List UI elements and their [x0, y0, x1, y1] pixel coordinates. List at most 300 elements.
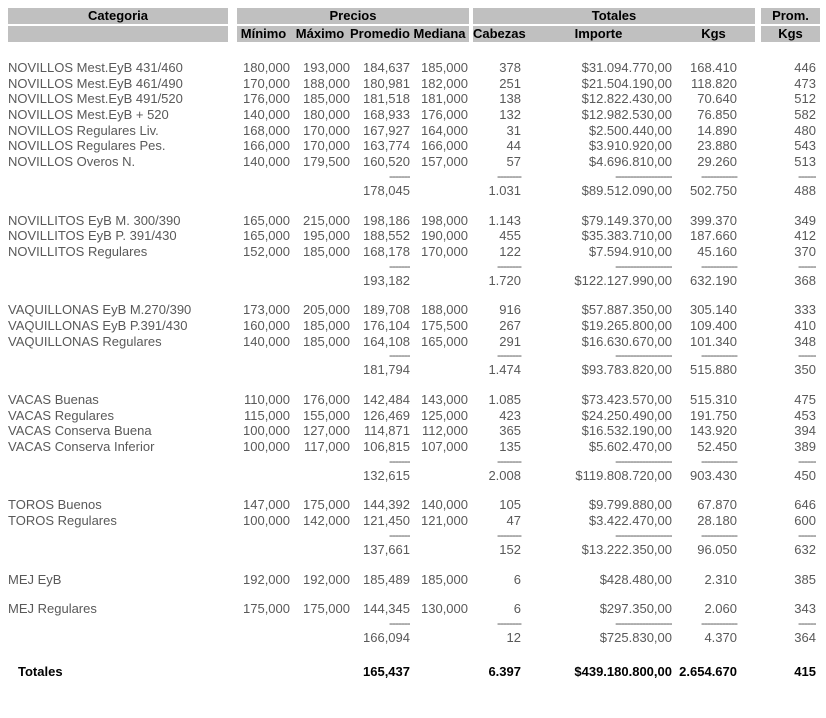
category-cell	[0, 362, 232, 378]
avg-kg-cell: 394	[794, 423, 816, 439]
amount-cell: $12.822.430,00	[581, 91, 672, 107]
table-row	[0, 318, 826, 334]
avg-kg-cell: 349	[794, 212, 816, 228]
kgs-cell: 52.450	[697, 439, 737, 455]
max-price-cell	[290, 170, 350, 183]
subtotal-row	[0, 542, 826, 558]
header-gap	[228, 26, 237, 42]
max-price-cell	[290, 630, 350, 646]
category-section	[0, 302, 826, 378]
separator-row	[0, 170, 826, 183]
median-price-cell: 164,000	[421, 122, 468, 138]
min-price-cell: 170,000	[243, 75, 290, 91]
avg-kg-cell: ------	[798, 259, 816, 273]
category-cell	[0, 273, 232, 289]
avg-kg-cell: 582	[794, 107, 816, 123]
avg-price-cell: 168,933	[363, 107, 410, 123]
avg-price-cell: 180,981	[363, 75, 410, 91]
category-section	[0, 497, 826, 557]
totals-row	[0, 664, 826, 680]
avg-kg-cell: 513	[794, 154, 816, 170]
avg-price-cell: 106,815	[363, 439, 410, 455]
category-section	[0, 60, 826, 199]
avg-kg-cell: 412	[794, 228, 816, 244]
median-price-cell: 157,000	[421, 154, 468, 170]
median-price-cell: 188,000	[421, 302, 468, 318]
category-cell	[0, 260, 232, 273]
max-price-cell: 185,000	[303, 243, 350, 259]
subtotal-row	[0, 183, 826, 199]
table-row	[0, 244, 826, 260]
amount-cell: $16.630.670,00	[581, 333, 672, 349]
min-price-cell: 165,000	[243, 212, 290, 228]
max-price-cell: 180,000	[303, 107, 350, 123]
median-price-cell: 125,000	[421, 407, 468, 423]
amount-cell: $4.696.810,00	[588, 154, 672, 170]
header-cabezas: Cabezas	[473, 26, 526, 41]
heads-cell: 378	[499, 60, 521, 75]
min-price-cell: 160,000	[243, 317, 290, 333]
category-cell	[0, 170, 232, 183]
amount-cell: $122.127.990,00	[574, 272, 672, 288]
min-price-cell: 176,000	[243, 91, 290, 107]
amount-cell: $93.783.820,00	[581, 362, 672, 378]
min-price-cell	[232, 362, 290, 378]
header-empty-cell	[8, 26, 228, 42]
heads-cell: 135	[499, 439, 521, 455]
min-price-cell: 168,000	[243, 122, 290, 138]
table-row	[0, 601, 826, 617]
category-cell: NOVILLOS Regulares Pes.	[8, 138, 166, 154]
avg-kg-cell: 348	[794, 333, 816, 349]
median-price-cell: 121,000	[421, 513, 468, 529]
table-row	[0, 392, 826, 408]
heads-cell: --------	[497, 259, 521, 273]
category-cell: Totales	[18, 663, 63, 679]
max-price-cell	[290, 542, 350, 558]
median-price-cell	[410, 273, 468, 289]
heads-cell: 267	[499, 317, 521, 333]
amount-cell: $31.094.770,00	[581, 60, 672, 75]
header-categoria: Categoria	[8, 8, 228, 24]
kgs-cell: 96.050	[697, 541, 737, 557]
heads-cell: 6	[513, 571, 521, 587]
avg-kg-cell: 450	[794, 467, 816, 483]
table-header-group-row	[8, 8, 826, 24]
kgs-cell: 502.750	[690, 182, 737, 198]
heads-cell: 132	[499, 107, 521, 123]
avg-kg-cell: 410	[794, 317, 816, 333]
subtotal-row	[0, 362, 826, 378]
avg-price-cell: -------	[389, 169, 410, 183]
heads-cell: 365	[499, 423, 521, 439]
amount-cell: $73.423.570,00	[581, 392, 672, 407]
max-price-cell	[290, 617, 350, 630]
median-price-cell: 107,000	[421, 439, 468, 455]
kgs-cell: ------------	[701, 169, 737, 183]
heads-cell: --------	[497, 169, 521, 183]
separator-row	[0, 260, 826, 273]
header-maximo: Máximo	[295, 26, 345, 41]
min-price-cell: 147,000	[243, 497, 290, 513]
amount-cell: -------------------	[615, 259, 672, 273]
min-price-cell	[232, 542, 290, 558]
min-price-cell	[232, 183, 290, 199]
header-mediana: Mediana	[413, 26, 466, 41]
median-price-cell	[410, 664, 468, 680]
amount-cell: $35.383.710,00	[581, 228, 672, 244]
min-price-cell	[232, 529, 290, 542]
amount-cell: -------------------	[615, 454, 672, 468]
table-row	[0, 60, 826, 76]
avg-price-cell: 184,637	[363, 60, 410, 75]
max-price-cell: 170,000	[303, 138, 350, 154]
median-price-cell	[410, 529, 468, 542]
amount-cell: $12.982.530,00	[581, 107, 672, 123]
max-price-cell: 170,000	[303, 122, 350, 138]
avg-price-cell: -------	[389, 454, 410, 468]
max-price-cell: 193,000	[303, 60, 350, 75]
avg-price-cell: -------	[389, 259, 410, 273]
heads-cell: 122	[499, 243, 521, 259]
avg-price-cell: 160,520	[363, 154, 410, 170]
min-price-cell	[232, 260, 290, 273]
median-price-cell	[410, 455, 468, 468]
kgs-cell: 29.260	[697, 154, 737, 170]
median-price-cell: 165,000	[421, 333, 468, 349]
avg-price-cell: 165,437	[363, 663, 410, 679]
max-price-cell: 185,000	[303, 91, 350, 107]
table-row	[0, 423, 826, 439]
amount-cell: -------------------	[615, 169, 672, 183]
category-cell: NOVILLOS Mest.EyB 431/460	[8, 60, 183, 75]
category-cell	[0, 630, 232, 646]
max-price-cell: 185,000	[303, 317, 350, 333]
max-price-cell	[290, 664, 350, 680]
kgs-cell: 2.654.670	[679, 663, 737, 679]
heads-cell: 2.008	[488, 467, 521, 483]
avg-price-cell: 198,186	[363, 212, 410, 228]
avg-price-cell: 189,708	[363, 302, 410, 318]
kgs-cell: 118.820	[690, 75, 737, 91]
kgs-cell: 14.890	[697, 122, 737, 138]
min-price-cell: 173,000	[243, 302, 290, 318]
separator-row	[0, 617, 826, 630]
kgs-cell: 903.430	[690, 467, 737, 483]
max-price-cell: 155,000	[303, 407, 350, 423]
kgs-cell: 305.140	[690, 302, 737, 318]
min-price-cell: 100,000	[243, 423, 290, 439]
table-row	[0, 497, 826, 513]
amount-cell: -------------------	[615, 616, 672, 630]
kgs-cell: 515.310	[690, 392, 737, 407]
max-price-cell	[290, 362, 350, 378]
max-price-cell: 205,000	[303, 302, 350, 318]
table-row	[0, 439, 826, 455]
avg-kg-cell: 343	[794, 601, 816, 617]
avg-price-cell: 137,661	[363, 541, 410, 557]
max-price-cell: 127,000	[303, 423, 350, 439]
heads-cell: 138	[499, 91, 521, 107]
median-price-cell	[410, 260, 468, 273]
median-price-cell: 176,000	[421, 107, 468, 123]
avg-kg-cell: ------	[798, 616, 816, 630]
category-cell: VAQUILLONAS EyB M.270/390	[8, 302, 192, 318]
avg-price-cell: 167,927	[363, 122, 410, 138]
amount-cell: $9.799.880,00	[588, 497, 672, 513]
heads-cell: 1.720	[488, 272, 521, 288]
avg-kg-cell: ------	[798, 454, 816, 468]
avg-kg-cell: 543	[794, 138, 816, 154]
amount-cell: $2.500.440,00	[588, 122, 672, 138]
avg-price-cell: 142,484	[363, 392, 410, 407]
amount-cell: $3.910.920,00	[588, 138, 672, 154]
avg-price-cell: 181,794	[363, 362, 410, 378]
kgs-cell: 67.870	[697, 497, 737, 513]
heads-cell: 1.085	[488, 392, 521, 407]
category-cell: TOROS Regulares	[8, 513, 117, 529]
kgs-cell: ------------	[701, 616, 737, 630]
min-price-cell: 180,000	[243, 60, 290, 75]
category-cell: NOVILLOS Overos N.	[8, 154, 136, 170]
avg-kg-cell: 368	[794, 272, 816, 288]
category-cell: VAQUILLONAS EyB P.391/430	[8, 317, 188, 333]
median-price-cell: 185,000	[421, 571, 468, 587]
amount-cell: $7.594.910,00	[588, 243, 672, 259]
max-price-cell: 215,000	[303, 212, 350, 228]
category-cell	[0, 617, 232, 630]
max-price-cell: 175,000	[303, 601, 350, 617]
avg-kg-cell: 646	[794, 497, 816, 513]
min-price-cell: 152,000	[243, 243, 290, 259]
kgs-cell: 101.340	[690, 333, 737, 349]
min-price-cell: 100,000	[243, 513, 290, 529]
avg-kg-cell: 333	[794, 302, 816, 318]
category-section	[0, 601, 826, 645]
avg-kg-cell: ------	[798, 169, 816, 183]
kgs-cell: 515.880	[690, 362, 737, 378]
avg-price-cell: -------	[389, 616, 410, 630]
avg-price-cell: 144,392	[363, 497, 410, 513]
amount-cell: $24.250.490,00	[581, 407, 672, 423]
min-price-cell: 175,000	[243, 601, 290, 617]
max-price-cell: 176,000	[303, 392, 350, 407]
category-cell: NOVILLOS Mest.EyB 461/490	[8, 75, 183, 91]
max-price-cell	[290, 183, 350, 199]
avg-kg-cell: 632	[794, 541, 816, 557]
amount-cell: $16.532.190,00	[581, 423, 672, 439]
heads-cell: 47	[506, 513, 521, 529]
amount-cell: $297.350,00	[599, 601, 672, 617]
kgs-cell: 187.660	[690, 228, 737, 244]
min-price-cell: 140,000	[243, 107, 290, 123]
min-price-cell	[232, 468, 290, 484]
header-kgs: Kgs	[701, 26, 726, 41]
avg-kg-cell: ------	[798, 528, 816, 542]
avg-price-cell: 144,345	[363, 601, 410, 617]
max-price-cell: 117,000	[303, 439, 350, 455]
amount-cell: -------------------	[615, 528, 672, 542]
header-precios-cols	[237, 26, 469, 42]
heads-cell: --------	[497, 528, 521, 542]
median-price-cell	[410, 170, 468, 183]
median-price-cell: 170,000	[421, 243, 468, 259]
avg-kg-cell: 446	[794, 60, 816, 75]
kgs-cell: 45.160	[697, 243, 737, 259]
amount-cell: $3.422.470,00	[588, 513, 672, 529]
kgs-cell: 168.410	[690, 60, 737, 75]
median-price-cell: 198,000	[421, 212, 468, 228]
table-header-columns-row	[8, 26, 826, 42]
separator-row	[0, 529, 826, 542]
min-price-cell: 140,000	[243, 154, 290, 170]
header-precios: Precios	[237, 8, 469, 24]
heads-cell: 423	[499, 407, 521, 423]
avg-price-cell: 193,182	[363, 272, 410, 288]
min-price-cell: 115,000	[243, 407, 290, 423]
min-price-cell	[232, 170, 290, 183]
amount-cell: $13.222.350,00	[581, 541, 672, 557]
table-row	[0, 123, 826, 139]
kgs-cell: ------------	[701, 349, 737, 363]
avg-kg-cell: 480	[794, 122, 816, 138]
amount-cell: $5.602.470,00	[588, 439, 672, 455]
max-price-cell: 192,000	[303, 571, 350, 587]
kgs-cell: 70.640	[697, 91, 737, 107]
heads-cell: 31	[506, 122, 521, 138]
category-cell: TOROS Buenos	[8, 497, 102, 513]
heads-cell: 105	[499, 497, 521, 513]
heads-cell: 916	[499, 302, 521, 318]
avg-kg-cell: 370	[794, 243, 816, 259]
median-price-cell	[410, 362, 468, 378]
avg-price-cell: 181,518	[363, 91, 410, 107]
avg-kg-cell: 453	[794, 407, 816, 423]
amount-cell: $119.808.720,00	[575, 467, 672, 483]
max-price-cell	[290, 349, 350, 362]
header-prom-kgs: Kgs	[761, 26, 820, 42]
category-cell: NOVILLOS Mest.EyB + 520	[8, 107, 169, 123]
max-price-cell	[290, 455, 350, 468]
header-prom: Prom.	[761, 8, 820, 24]
heads-cell: 251	[499, 75, 521, 91]
table-row	[0, 91, 826, 107]
kgs-cell: 191.750	[690, 407, 737, 423]
heads-cell: --------	[497, 454, 521, 468]
subtotal-row	[0, 630, 826, 646]
heads-cell: 6	[513, 601, 521, 617]
category-section	[0, 213, 826, 289]
median-price-cell: 112,000	[421, 423, 468, 439]
max-price-cell	[290, 260, 350, 273]
category-cell: NOVILLITOS Regulares	[8, 243, 148, 259]
median-price-cell: 130,000	[421, 601, 468, 617]
avg-kg-cell: 600	[794, 513, 816, 529]
table-row	[0, 107, 826, 123]
avg-price-cell: -------	[389, 349, 410, 363]
median-price-cell	[410, 542, 468, 558]
min-price-cell	[232, 349, 290, 362]
avg-price-cell: 132,615	[363, 467, 410, 483]
heads-cell: 6.397	[488, 663, 521, 679]
amount-cell: $439.180.800,00	[574, 663, 672, 679]
kgs-cell: 4.370	[704, 629, 737, 645]
median-price-cell	[410, 349, 468, 362]
median-price-cell: 185,000	[421, 60, 468, 75]
amount-cell: $89.512.090,00	[581, 182, 672, 198]
avg-price-cell: 188,552	[363, 228, 410, 244]
avg-price-cell: 166,094	[363, 629, 410, 645]
kgs-cell: 632.190	[690, 272, 737, 288]
max-price-cell: 179,500	[303, 154, 350, 170]
max-price-cell: 142,000	[303, 513, 350, 529]
header-gap	[228, 8, 237, 24]
category-cell: NOVILLOS Regulares Liv.	[8, 122, 159, 138]
category-cell: VACAS Conserva Buena	[8, 423, 152, 439]
median-price-cell	[410, 630, 468, 646]
min-price-cell	[232, 664, 290, 680]
median-price-cell	[410, 183, 468, 199]
min-price-cell: 166,000	[243, 138, 290, 154]
max-price-cell	[290, 529, 350, 542]
avg-price-cell: 163,774	[363, 138, 410, 154]
category-cell: VAQUILLONAS Regulares	[8, 333, 162, 349]
min-price-cell	[232, 617, 290, 630]
median-price-cell: 182,000	[421, 75, 468, 91]
median-price-cell: 166,000	[421, 138, 468, 154]
category-cell	[0, 542, 232, 558]
heads-cell: 291	[499, 333, 521, 349]
subtotal-row	[0, 468, 826, 484]
avg-kg-cell: 389	[794, 439, 816, 455]
table-row	[0, 154, 826, 170]
header-minimo: Mínimo	[240, 26, 287, 41]
separator-row	[0, 349, 826, 362]
avg-kg-cell: 350	[794, 362, 816, 378]
table-row	[0, 213, 826, 229]
amount-cell: $428.480,00	[599, 571, 672, 587]
max-price-cell: 175,000	[303, 497, 350, 513]
table-row	[0, 572, 826, 588]
kgs-cell: ------------	[701, 454, 737, 468]
median-price-cell	[410, 617, 468, 630]
category-cell: VACAS Regulares	[8, 407, 114, 423]
heads-cell: 1.143	[488, 212, 521, 228]
category-cell	[0, 183, 232, 199]
min-price-cell	[232, 273, 290, 289]
kgs-cell: 109.400	[690, 317, 737, 333]
avg-price-cell: 126,469	[363, 407, 410, 423]
amount-cell: $57.887.350,00	[581, 302, 672, 318]
amount-cell: $725.830,00	[599, 629, 672, 645]
kgs-cell: 2.060	[704, 601, 737, 617]
category-cell	[0, 468, 232, 484]
category-cell: NOVILLITOS EyB M. 300/390	[8, 212, 181, 228]
heads-cell: --------	[497, 349, 521, 363]
category-cell: NOVILLITOS EyB P. 391/430	[8, 228, 177, 244]
avg-price-cell: 164,108	[363, 333, 410, 349]
avg-price-cell: 176,104	[363, 317, 410, 333]
avg-kg-cell: 473	[794, 75, 816, 91]
kgs-cell: 399.370	[690, 212, 737, 228]
avg-kg-cell: 475	[794, 392, 816, 407]
median-price-cell: 181,000	[421, 91, 468, 107]
min-price-cell	[232, 455, 290, 468]
category-cell: NOVILLOS Mest.EyB 491/520	[8, 91, 183, 107]
header-totales: Totales	[473, 8, 755, 24]
avg-kg-cell: ------	[798, 349, 816, 363]
table-row	[0, 302, 826, 318]
